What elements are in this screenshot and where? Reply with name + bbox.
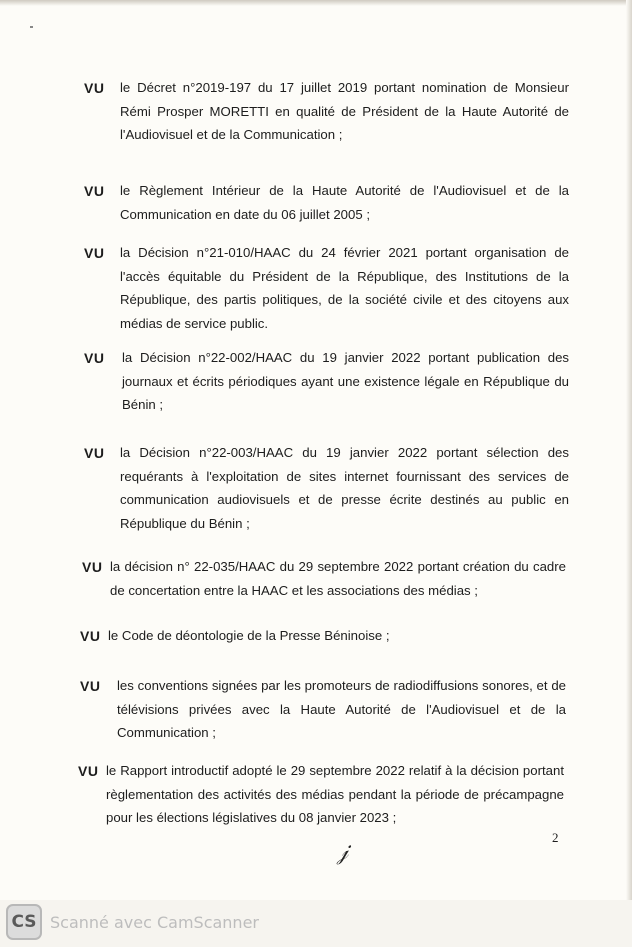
- vu-item-rapport-introductif: le Rapport introductif adopté le 29 septembre 2022 relatif à la décision portant règlementation des activités des médias pendant la période de précampagne pour les élections législatives du 08 janvier 2023 ;: [106, 763, 564, 825]
- watermark-text: Scanné avec CamScanner: [50, 912, 259, 932]
- vu-label: VU: [84, 80, 105, 96]
- vu-item-decision-22-003: la Décision n°22-003/HAAC du 19 janvier 2022 portant sélection des requérants à l'exploitation de sites internet fournissant des services de communication audiovisuels et de presse écrite destinés au public en République du Bénin ;: [120, 445, 569, 531]
- scan-right-edge: [626, 0, 632, 900]
- vu-item-decision-22-002: la Décision n°22-002/HAAC du 19 janvier 2022 portant publication des journaux et écrits périodiques ayant une existence légale en République du Bénin ;: [122, 350, 569, 412]
- scan-top-shadow: [0, 0, 632, 6]
- camscanner-watermark: [6, 903, 259, 941]
- vu-item-code-deontologie: le Code de déontologie de la Presse Béninoise ;: [108, 628, 390, 643]
- camscanner-logo-icon: CS: [6, 904, 42, 940]
- vu-label: VU: [84, 183, 105, 199]
- page-number: 2: [552, 830, 559, 845]
- vu-item-decision-21-010: la Décision n°21-010/HAAC du 24 février 2021 portant organisation de l'accès équitable du Président de la République, des Institutions de la République, des partis politiques, de la société civile et des citoyens aux médias de service public.: [120, 245, 569, 331]
- vu-label: VU: [80, 628, 101, 644]
- vu-item-reglement-interieur: le Règlement Intérieur de la Haute Autorité de l'Audiovisuel et de la Communication en date du 06 juillet 2005 ;: [120, 183, 569, 222]
- vu-label: VU: [82, 559, 103, 575]
- vu-label: VU: [84, 245, 105, 261]
- scan-speck: [30, 26, 33, 28]
- vu-label: VU: [78, 763, 99, 779]
- initials-signature: 𝒿: [334, 839, 350, 866]
- vu-label: VU: [80, 678, 101, 694]
- vu-item-conventions: les conventions signées par les promoteurs de radiodiffusions sonores, et de télévisions privées avec la Haute Autorité de l'Audiovisuel et de la Communication ;: [117, 678, 566, 740]
- vu-label: VU: [84, 350, 105, 366]
- vu-label: VU: [84, 445, 105, 461]
- vu-item-decret-2019-197: le Décret n°2019-197 du 17 juillet 2019 portant nomination de Monsieur Rémi Prosper MORETTI en qualité de Président de la Haute Autorité de l'Audiovisuel et de la Communication ;: [120, 80, 569, 142]
- vu-item-decision-22-035: la décision n° 22-035/HAAC du 29 septembre 2022 portant création du cadre de concertation entre la HAAC et les associations des médias ;: [110, 559, 566, 598]
